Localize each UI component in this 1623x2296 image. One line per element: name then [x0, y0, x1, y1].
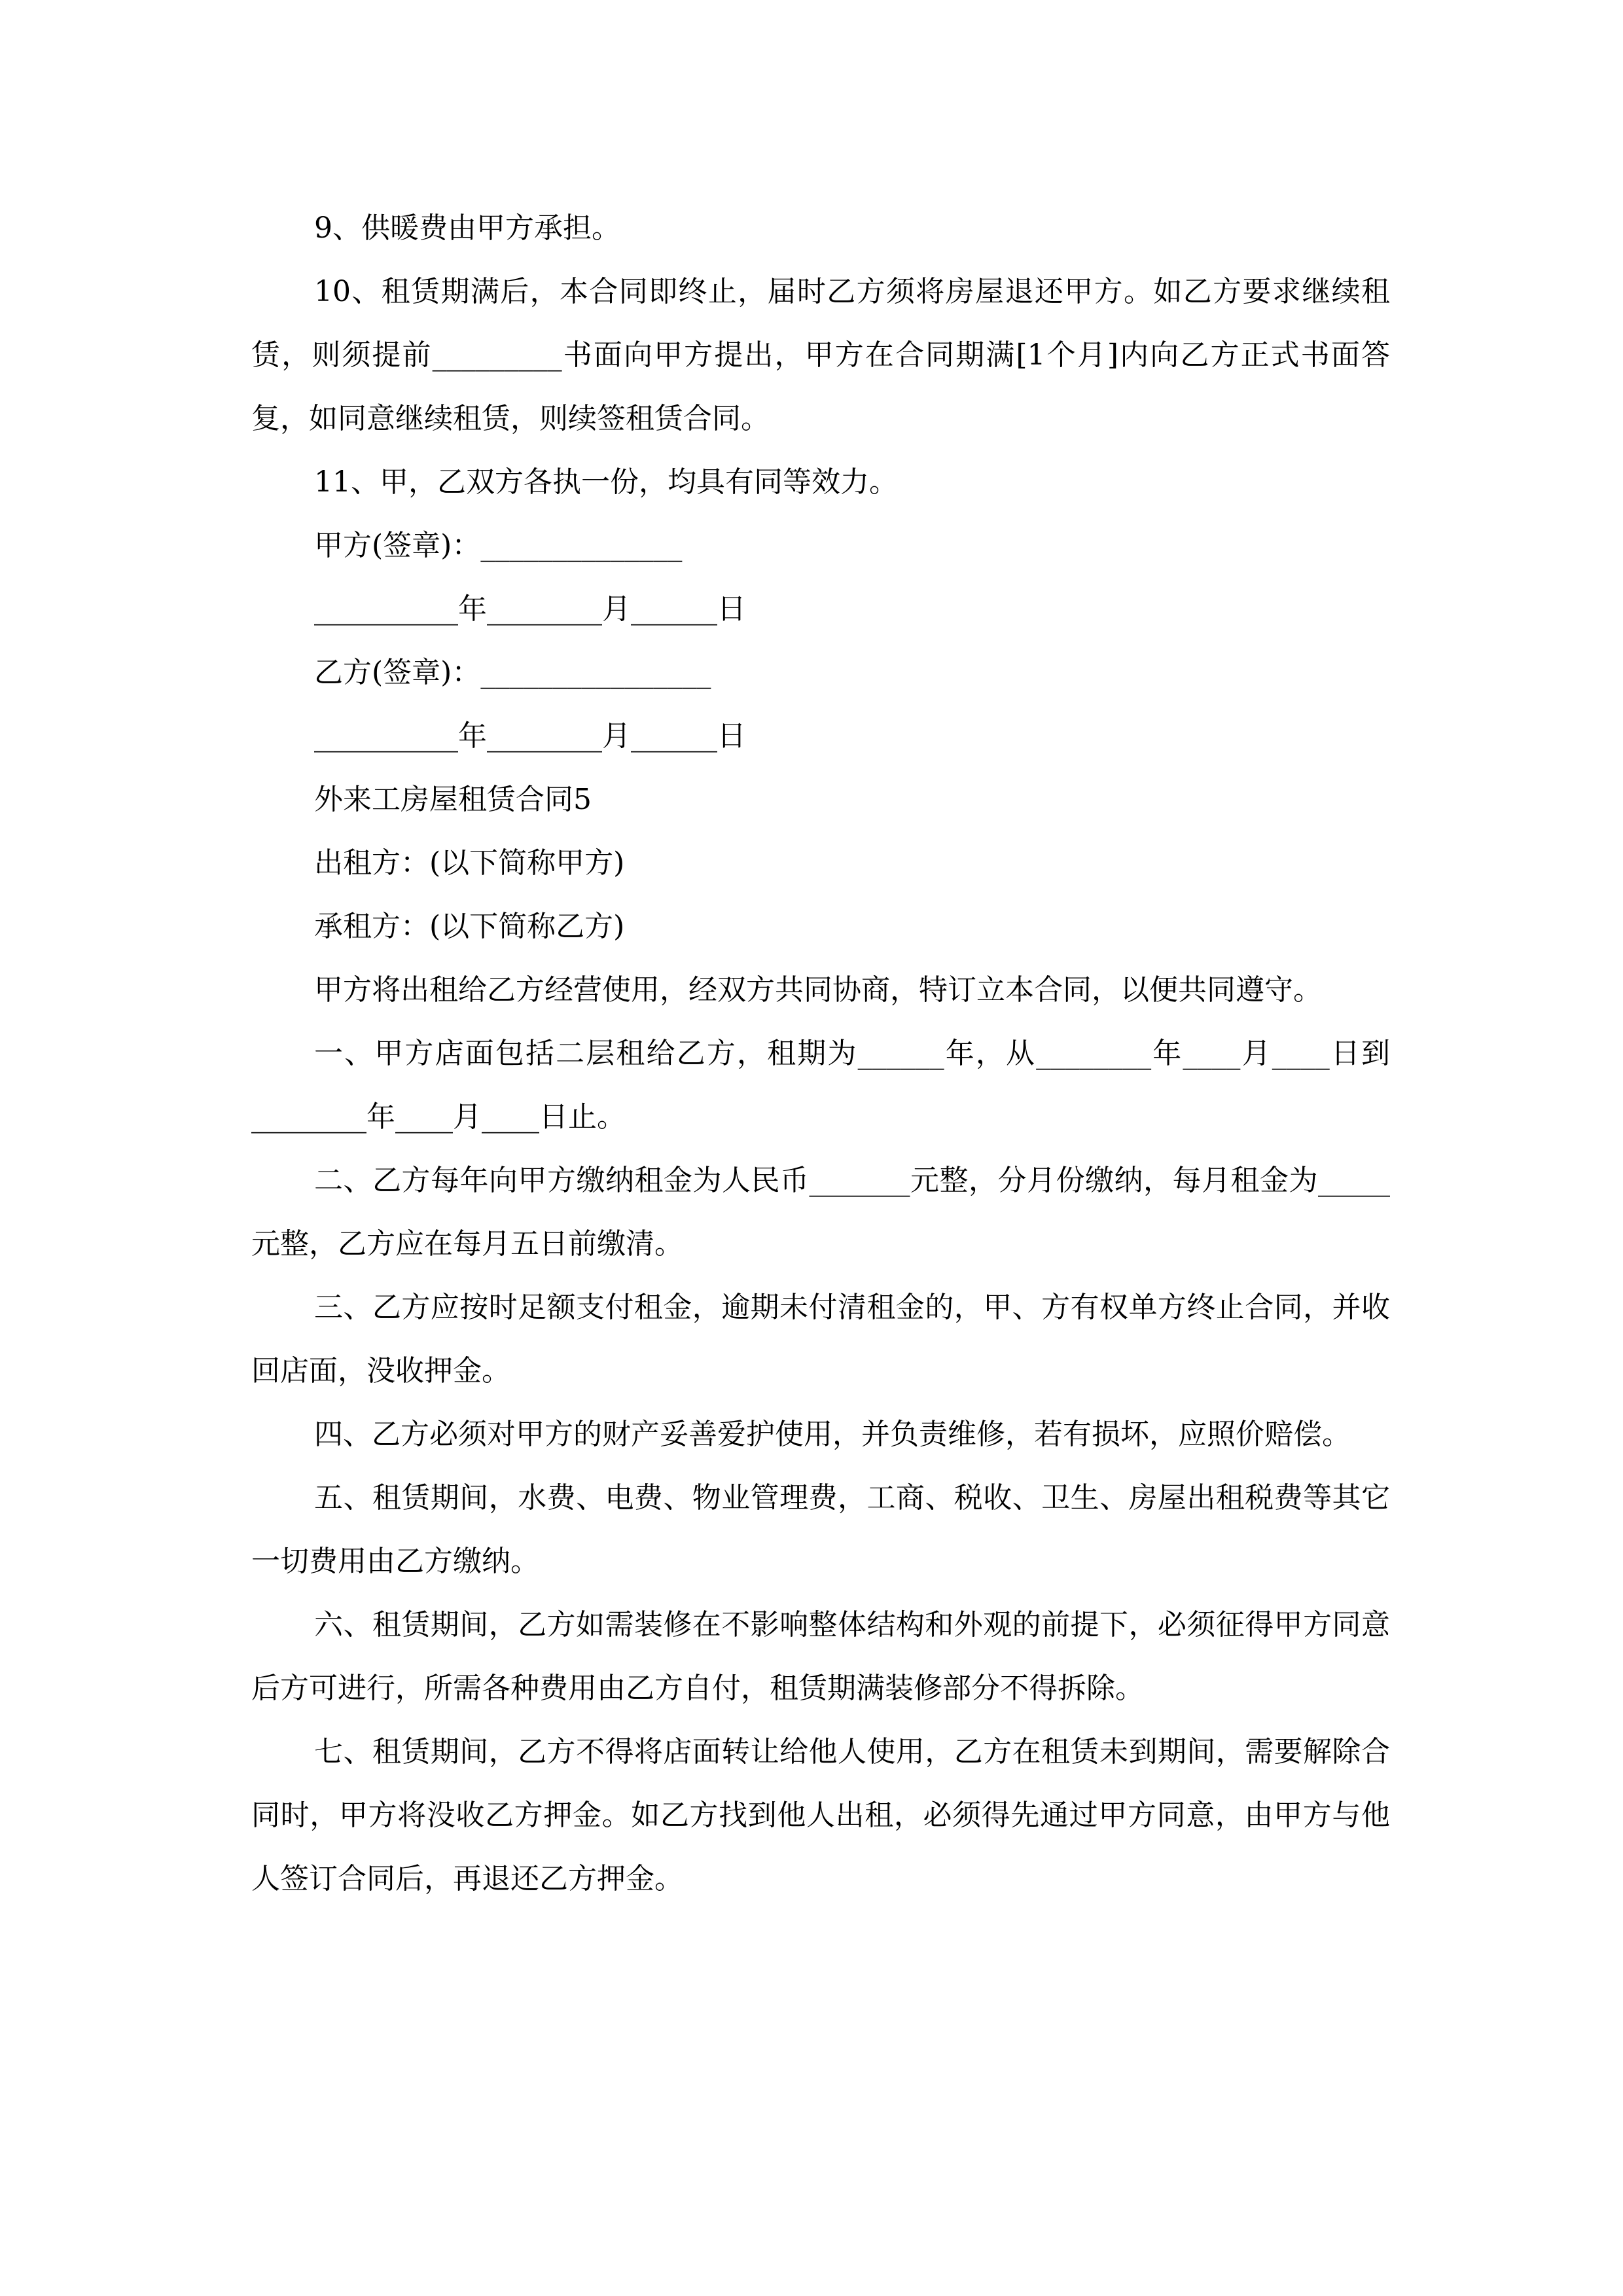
clause-10: 10、租赁期满后，本合同即终止，届时乙方须将房屋退还甲方。如乙方要求继续租赁，则须提前_________书面向甲方提出，甲方在合同期满[1个月]内向乙方正式书面答复，如同意继续租赁，则续签租赁合同。 — [251, 275, 1390, 435]
clause-9: 9、供暖费由甲方承担。 — [314, 211, 620, 245]
clause-one: 一、甲方店面包括二层租给乙方，租期为______年，从________年____月____日到________年____月____日止。 — [251, 1037, 1390, 1134]
clause-11: 11、甲，乙双方各执一份，均具有同等效力。 — [314, 465, 898, 499]
contract-intro: 甲方将出租给乙方经营使用，经双方共同协商，特订立本合同，以便共同遵守。 — [314, 973, 1322, 1007]
clause-six: 六、租赁期间，乙方如需装修在不影响整体结构和外观的前提下，必须征得甲方同意后方可进行，所需各种费用由乙方自付，租赁期满装修部分不得拆除。 — [251, 1608, 1390, 1705]
clause-three: 三、乙方应按时足额支付租金，逾期未付清租金的，甲、方有权单方终止合同，并收回店面，没收押金。 — [251, 1291, 1390, 1388]
clause-two: 二、乙方每年向甲方缴纳租金为人民币_______元整，分月份缴纳，每月租金为_____元整，乙方应在每月五日前缴清。 — [251, 1164, 1390, 1261]
lessee-line: 承租方：(以下简称乙方) — [314, 910, 625, 943]
party-b-signature: 乙方(签章)：________________ — [314, 656, 711, 689]
party-a-date: __________年________月______日 — [314, 592, 746, 626]
party-a-signature: 甲方(签章)：______________ — [314, 529, 683, 562]
contract-title: 外来工房屋租赁合同5 — [314, 783, 592, 816]
clause-four: 四、乙方必须对甲方的财产妥善爱护使用，并负责维修，若有损坏，应照价赔偿。 — [314, 1418, 1351, 1451]
lessor-line: 出租方：(以下简称甲方) — [314, 846, 625, 880]
clause-five: 五、租赁期间，水费、电费、物业管理费，工商、税收、卫生、房屋出租税费等其它一切费用由乙方缴纳。 — [251, 1481, 1390, 1578]
clause-seven: 七、租赁期间，乙方不得将店面转让给他人使用，乙方在租赁未到期间，需要解除合同时，甲方将没收乙方押金。如乙方找到他人出租，必须得先通过甲方同意，由甲方与他人签订合同后，再退还乙方押金。 — [251, 1735, 1390, 1895]
party-b-date: __________年________月______日 — [314, 719, 746, 753]
document-body — [251, 196, 1390, 1910]
